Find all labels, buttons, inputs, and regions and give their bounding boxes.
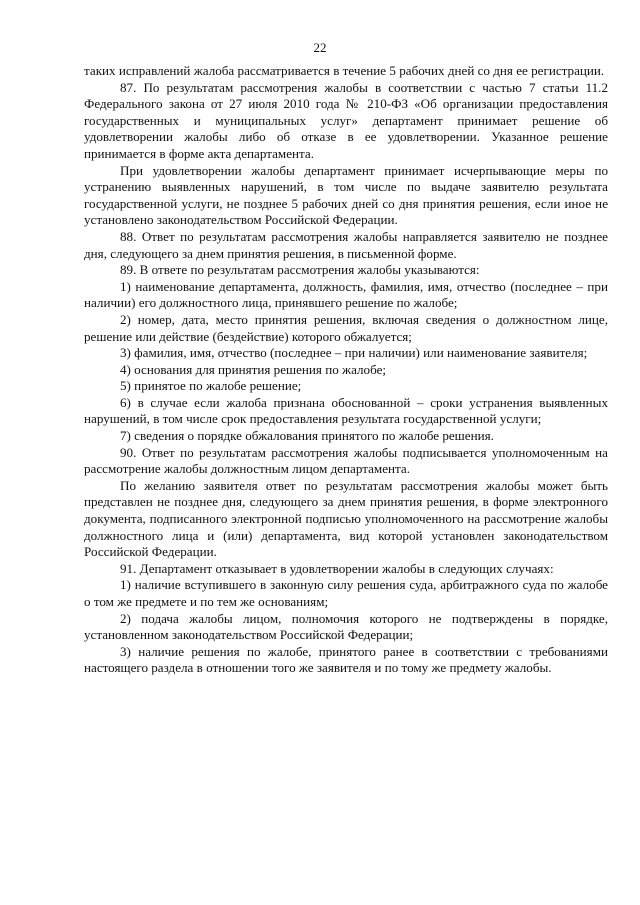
list-item: 4) основания для принятия решения по жалобе;	[120, 361, 387, 377]
paragraph: 89. В ответе по результатам рассмотрения жалобы указываются:	[120, 262, 480, 278]
list-item: 7) сведения о порядке обжалования принятого по жалобе решения.	[120, 428, 494, 444]
paragraph: 87. По результатам рассмотрения жалобы в соответствии с частью 7 статьи 11.2 Федерального закона от 27 июля 2010 года № 210-ФЗ «Об организации предоставления государственных и муниципальных услуг» департамент принимает решение об удовлетворении жалобы либо об отказе в ее удовлетворении. Указанное решение принимается в форме акта департамента.	[84, 79, 608, 161]
list-item: 2) номер, дата, место принятия решения, включая сведения о должностном лице, решение или действие (бездействие) которого обжалуется;	[84, 311, 608, 344]
paragraph: таких исправлений жалоба рассматривается в течение 5 рабочих дней со дня ее регистрации.	[84, 63, 605, 78]
list-item: 3) фамилия, имя, отчество (последнее – при наличии) или наименование заявителя;	[120, 345, 588, 361]
list-item: 3) наличие решения по жалобе, принятого ранее в соответствии с требованиями настоящего раздела в отношении того же заявителя и по тому же предмету жалобы.	[84, 643, 608, 676]
paragraph: 90. Ответ по результатам рассмотрения жалобы подписывается уполномоченным на рассмотрение жалобы должностным лицом департамента.	[84, 444, 608, 477]
page-number: 22	[313, 40, 327, 55]
list-item: 2) подача жалобы лицом, полномочия которого не подтверждены в порядке, установленном законодательством Российской Федерации;	[84, 610, 608, 643]
document-body	[84, 63, 608, 677]
paragraph: 88. Ответ по результатам рассмотрения жалобы направляется заявителю не позднее дня, следующего за днем принятия решения, в письменной форме.	[84, 228, 608, 261]
paragraph: По желанию заявителя ответ по результатам рассмотрения жалобы может быть представлен не позднее дня, следующего за днем принятия решения, в форме электронного документа, подписанного электронной подписью уполномоченного на рассмотрение жалобы должностного лица и (или) департамента, вид которой установлен законодательством Российской Федерации.	[84, 477, 608, 560]
paragraph: 91. Департамент отказывает в удовлетворении жалобы в следующих случаях:	[120, 560, 554, 576]
list-item: 1) наличие вступившего в законную силу решения суда, арбитражного суда по жалобе о том же предмете и по тем же основаниям;	[84, 577, 608, 609]
list-item: 5) принятое по жалобе решение;	[120, 378, 302, 394]
list-item: 6) в случае если жалоба признана обоснованной – сроки устранения выявленных нарушений, в том числе срок предоставления результата государственной услуги;	[84, 394, 608, 427]
list-item: 1) наименование департамента, должность, фамилия, имя, отчество (последнее – при наличии) его должностного лица, принявшего решение по жалобе;	[84, 278, 608, 311]
paragraph: При удовлетворении жалобы департамент принимает исчерпывающие меры по устранению выявленных нарушений, в том числе по выдаче заявителю результата государственной услуги, не позднее 5 рабочих дней со дня принятия решения, если иное не установлено законодательством Российской Федерации.	[84, 162, 608, 228]
